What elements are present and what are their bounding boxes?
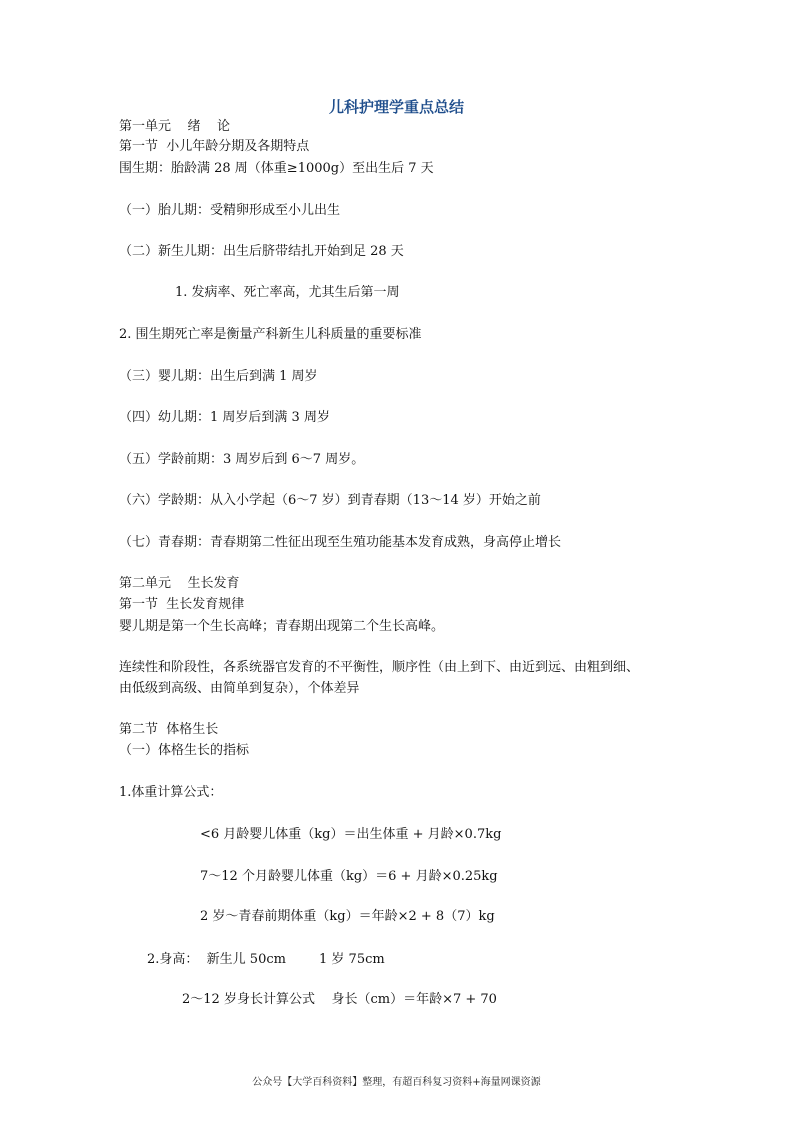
section-heading: 第一节 小儿年龄分期及各期特点 [119,139,310,154]
paragraph: （三）婴儿期：出生后到满 1 周岁 [119,369,318,384]
document-title: 儿科护理学重点总结 [328,98,464,116]
formula: 2 岁～青春前期体重（kg）＝年龄×2 + 8（7）kg [200,909,495,924]
paragraph: 围生期：胎龄满 28 周（体重≥1000g）至出生后 7 天 [119,161,434,176]
paragraph: （七）青春期：青春期第二性征出现至生殖功能基本发育成熟，身高停止增长 [119,535,562,550]
formula: <6 月龄婴儿体重（kg）＝出生体重 + 月龄×0.7kg [200,827,502,842]
paragraph: 由低级到高级、由简单到复杂），个体差异 [119,681,360,696]
list-item: 2.身高： 新生儿 50cm 1 岁 75cm [147,952,385,967]
paragraph: （六）学龄期：从入小学起（6～7 岁）到青春期（13～14 岁）开始之前 [119,493,541,508]
paragraph: 婴儿期是第一个生长高峰；青春期出现第二个生长高峰。 [119,619,445,634]
paragraph: （一）胎儿期：受精卵形成至小儿出生 [119,203,341,218]
section-heading: 第一节 生长发育规律 [119,597,245,612]
page-footer: 公众号【大学百科资料】整理，有超百科复习资料+海量网课资源 [252,1077,541,1088]
list-item: 1.体重计算公式： [119,785,223,800]
formula: 7～12 个月龄婴儿体重（kg）＝6 + 月龄×0.25kg [200,869,498,884]
paragraph: （二）新生儿期：出生后脐带结扎开始到足 28 天 [119,244,404,259]
list-item: 1. 发病率、死亡率高，尤其生后第一周 [175,285,400,300]
paragraph: （五）学龄前期：3 周岁后到 6～7 周岁。 [119,452,365,467]
list-item: 2. 围生期死亡率是衡量产科新生儿科质量的重要标准 [119,327,422,342]
section-heading: 第二节 体格生长 [119,722,219,737]
formula: 2～12 岁身长计算公式 身长（cm）＝年龄×7 + 70 [182,992,497,1007]
paragraph: （一）体格生长的指标 [119,743,250,758]
unit-heading: 第二单元 生长发育 [119,576,240,591]
paragraph: （四）幼儿期：1 周岁后到满 3 周岁 [119,410,330,425]
unit-heading: 第一单元 绪 论 [119,119,231,134]
paragraph: 连续性和阶段性，各系统器官发育的不平衡性，顺序性（由上到下、由近到远、由粗到细、 [119,660,640,675]
